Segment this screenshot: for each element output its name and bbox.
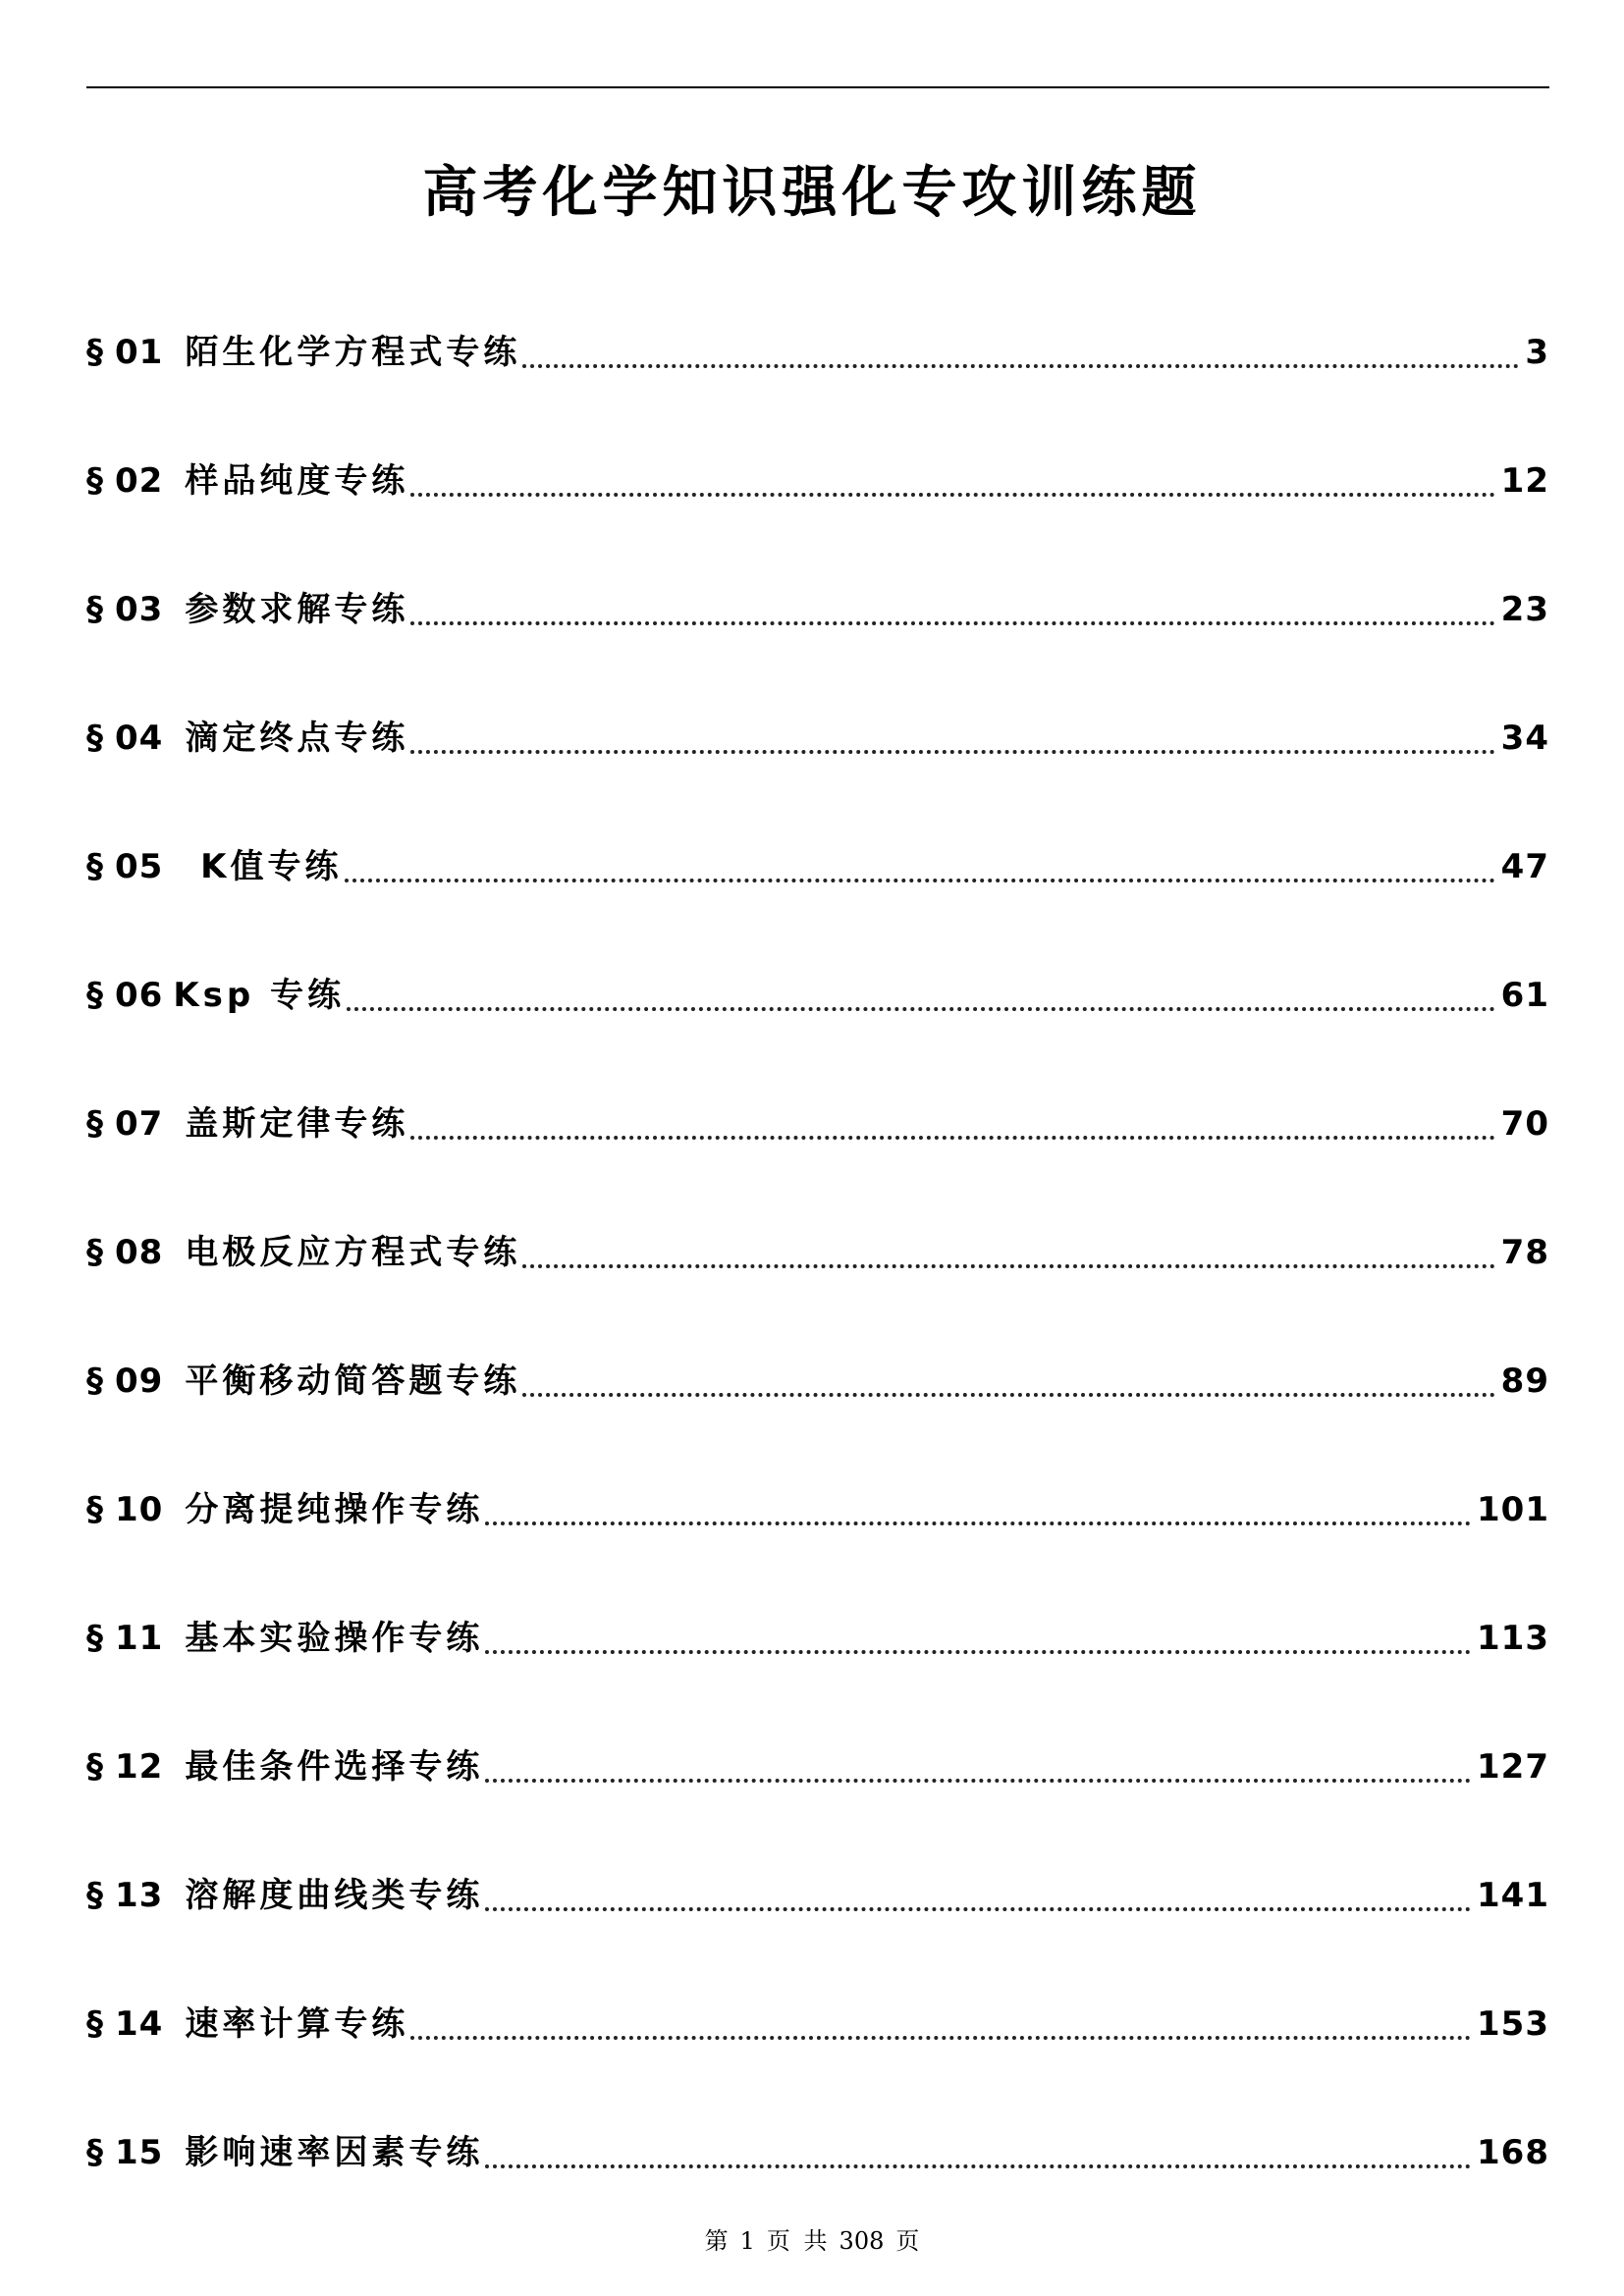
section-symbol: § [86, 461, 103, 501]
dot-leader [347, 1007, 1495, 1011]
dot-leader [410, 1136, 1494, 1140]
toc-entry-page: 70 [1500, 1104, 1549, 1144]
dot-leader [345, 879, 1495, 882]
section-symbol: § [86, 590, 103, 629]
toc-entry-07[interactable] [86, 1025, 1549, 1153]
toc-entry-page: 141 [1477, 1876, 1549, 1915]
toc-entry-page: 113 [1477, 1619, 1549, 1658]
toc-entry-title: 速率计算专练 [185, 2004, 409, 2044]
toc-entry-02[interactable] [86, 382, 1549, 510]
toc-entry-page: 23 [1500, 590, 1549, 629]
toc-entry-number: 03 [115, 590, 164, 629]
toc-entry-page: 61 [1500, 976, 1549, 1015]
toc-entry-title: 基本实验操作专练 [185, 1619, 484, 1658]
toc-entry-09[interactable] [86, 1282, 1549, 1411]
toc-entry-number: 10 [115, 1490, 164, 1529]
toc-entry-05[interactable] [86, 768, 1549, 896]
toc-entry-page: 3 [1525, 333, 1549, 372]
toc-entry-number: 07 [115, 1104, 164, 1144]
dot-leader [410, 493, 1494, 497]
footer-total-pages: 308 [839, 2227, 885, 2255]
section-symbol: § [86, 1233, 103, 1272]
section-symbol: § [86, 1362, 103, 1401]
toc-entry-01[interactable] [86, 253, 1549, 382]
toc-entry-page: 153 [1477, 2004, 1549, 2044]
dot-leader [410, 621, 1494, 625]
section-symbol: § [86, 333, 103, 372]
toc-entry-number: 08 [115, 1233, 164, 1272]
toc-entry-number: 05 [115, 847, 164, 886]
section-symbol: § [86, 976, 103, 1015]
document-title: 高考化学知识强化专攻训练题 [422, 159, 1202, 225]
toc-entry-page: 47 [1500, 847, 1549, 886]
section-symbol: § [86, 1104, 103, 1144]
toc-entry-number: 13 [115, 1876, 164, 1915]
toc-entry-title: 分离提纯操作专练 [185, 1490, 484, 1529]
toc-entry-06[interactable] [86, 896, 1549, 1025]
dot-leader [522, 364, 1519, 368]
toc-entry-number: 04 [115, 719, 164, 758]
toc-entry-page: 34 [1500, 719, 1549, 758]
toc-entry-number: 09 [115, 1362, 164, 1401]
footer-middle: 页 共 [766, 2227, 828, 2255]
toc-entry-number: 11 [115, 1619, 164, 1658]
toc-entry-11[interactable] [86, 1539, 1549, 1668]
dot-leader [410, 2036, 1471, 2040]
toc-entry-page: 12 [1500, 461, 1549, 501]
toc-entry-03[interactable] [86, 510, 1549, 639]
dot-leader [485, 1779, 1471, 1783]
section-symbol: § [86, 2004, 103, 2044]
toc-entry-number: 01 [115, 333, 164, 372]
section-symbol: § [86, 1619, 103, 1658]
section-symbol: § [86, 847, 103, 886]
toc-entry-number: 02 [115, 461, 164, 501]
page-footer [0, 2221, 1624, 2261]
section-symbol: § [86, 719, 103, 758]
toc-entry-12[interactable] [86, 1668, 1549, 1796]
toc-entry-title: 溶解度曲线类专练 [185, 1876, 484, 1915]
toc-entry-page: 168 [1477, 2133, 1549, 2172]
toc-entry-08[interactable] [86, 1153, 1549, 1282]
toc-entry-title: 参数求解专练 [185, 590, 409, 629]
section-symbol: § [86, 2133, 103, 2172]
toc-entry-title: Ksp 专练 [173, 976, 346, 1015]
dot-leader [485, 1907, 1471, 1911]
toc-entry-15[interactable] [86, 2054, 1549, 2182]
footer-current-page: 1 [739, 2227, 755, 2255]
toc-entry-title: 最佳条件选择专练 [185, 1747, 484, 1787]
dot-leader [485, 1522, 1471, 1525]
toc-entry-title: 平衡移动简答题专练 [185, 1362, 521, 1401]
table-of-contents [86, 253, 1549, 2182]
toc-entry-page: 78 [1500, 1233, 1549, 1272]
toc-entry-page: 127 [1477, 1747, 1549, 1787]
dot-leader [522, 1264, 1494, 1268]
section-symbol: § [86, 1490, 103, 1529]
toc-entry-13[interactable] [86, 1796, 1549, 1925]
toc-entry-number: 15 [115, 2133, 164, 2172]
dot-leader [485, 2164, 1471, 2168]
toc-entry-page: 89 [1500, 1362, 1549, 1401]
toc-entry-title: 盖斯定律专练 [185, 1104, 409, 1144]
footer-prefix: 第 [704, 2227, 729, 2255]
dot-leader [485, 1650, 1471, 1654]
toc-entry-title: 电极反应方程式专练 [185, 1233, 521, 1272]
dot-leader [522, 1393, 1494, 1397]
toc-entry-page: 101 [1477, 1490, 1549, 1529]
toc-entry-title: K值专练 [185, 847, 343, 886]
header-rule [86, 86, 1549, 88]
toc-entry-10[interactable] [86, 1411, 1549, 1539]
toc-entry-number: 06 [115, 976, 164, 1015]
toc-entry-04[interactable] [86, 639, 1549, 768]
section-symbol: § [86, 1747, 103, 1787]
toc-entry-title: 滴定终点专练 [185, 719, 409, 758]
toc-entry-title: 影响速率因素专练 [185, 2133, 484, 2172]
section-symbol: § [86, 1876, 103, 1915]
toc-entry-14[interactable] [86, 1925, 1549, 2054]
dot-leader [410, 750, 1494, 754]
footer-suffix: 页 [895, 2227, 920, 2255]
toc-entry-number: 14 [115, 2004, 164, 2044]
toc-entry-number: 12 [115, 1747, 164, 1787]
toc-entry-title: 样品纯度专练 [185, 461, 409, 501]
toc-entry-title: 陌生化学方程式专练 [185, 333, 521, 372]
